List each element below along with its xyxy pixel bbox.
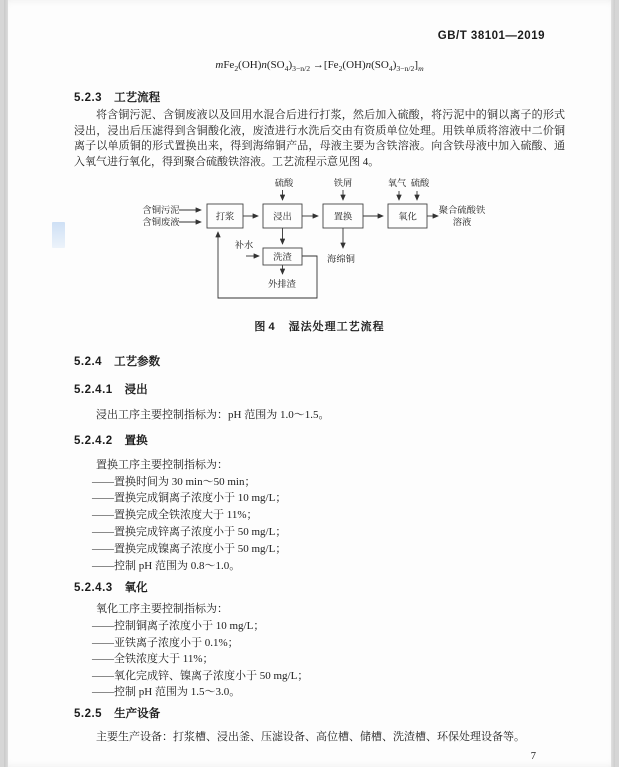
process-flow-diagram [60,174,580,312]
figure-caption [74,321,565,334]
sponge-copper-output-label: 海绵铜 [327,254,355,265]
section-title: 工艺参数 [114,355,161,368]
pulping-box-label: 打浆 [215,212,235,223]
makeup-water-label: 补水 [234,240,254,251]
process-description-paragraph: 将含铜污泥、含铜废液以及回用水混合后进行打浆，然后加入硫酸，将污泥中的铜以离子的形式浸出，浸出后压滤得到含铜酸化液，废渣进行水洗后交由有资质单位处理。用铁单质将溶液中二价铜离子以单质铜的形式置换出来，得到海绵铜产品，母液主要为含铁溶液。向含铁母液中加入硫酸、通入氧气进行氧化，得到聚合硫酸铁溶液。工艺流程示意见图 4。 [74,109,565,168]
iron-scrap-label: 铁屑 [333,178,353,189]
leaching-box-label: 浸出 [273,212,292,223]
sulfuric-acid-leach-label: 硫酸 [274,178,294,189]
section-heading-5-2-5 [74,708,565,721]
section-heading-5-2-3 [74,92,565,105]
production-equipment-paragraph: 主要生产设备：打浆槽、浸出釜、压滤设备、高位槽、储槽、洗渣槽、环保处理设备等。 [96,731,525,744]
section-heading-5-2-4-2 [74,435,565,448]
section-number: 5.2.4 [74,355,103,368]
section-number: 5.2.4.1 [74,383,113,396]
scan-edge-left [4,0,8,767]
replacement-control-intro: 置换工序主要控制指标为： [96,458,228,471]
section-title: 工艺流程 [114,92,161,105]
oxygen-label: 氧气 [387,178,407,189]
section-title: 置换 [124,434,148,447]
section-title: 生产设备 [114,708,161,721]
section-number: 5.2.3 [74,92,103,105]
residue-washing-box-label: 洗渣 [273,252,292,263]
list-item: ——控制铜离子浓度小于 10 mg/L； [92,620,265,633]
section-title: 浸出 [124,383,148,396]
discharged-residue-label: 外排渣 [268,279,296,290]
copper-sludge-input-label: 含铜污泥 [142,205,180,216]
figure-caption-label: 图 4 [254,320,275,333]
section-number: 5.2.5 [74,708,103,721]
list-item: ——控制 pH 范围为 1.5～3.0。 [92,685,241,698]
list-item: ——氧化完成锌、镍离子浓度小于 50 mg/L； [92,669,309,682]
list-item: ——亚铁离子浓度小于 0.1%； [92,636,239,649]
list-item: ——置换完成镍离子浓度小于 50 mg/L； [92,542,287,555]
section-title: 氧化 [124,582,148,595]
section-heading-5-2-4-3 [74,582,565,595]
oxidation-control-list [92,618,565,700]
product-label-line1: 聚合硫酸铁 [438,205,486,216]
list-item: ——置换完成全铁浓度大于 11%； [92,509,258,522]
replacement-control-list [92,474,565,575]
list-item: ——置换时间为 30 min～50 min； [92,475,256,488]
section-heading-5-2-4-1 [74,384,565,397]
product-label-line2: 溶液 [452,217,472,228]
list-item: ——全铁浓度大于 11%； [92,653,214,666]
list-item: ——控制 pH 范围为 0.8～1.0。 [92,559,241,572]
figure-caption-text: 湿法处理工艺流程 [288,320,385,333]
section-number: 5.2.4.3 [74,582,113,595]
standard-code: GB/T 38101—2019 [437,30,545,42]
section-number: 5.2.4.2 [74,434,113,447]
page-number: 7 [530,751,536,762]
list-item: ——置换完成铜离子浓度小于 10 mg/L； [92,492,287,505]
leaching-control-paragraph: 浸出工序主要控制指标为：pH 范围为 1.0～1.5。 [96,408,330,421]
chemical-formula: $mFe_2(OH)n(SO_4)_{3-n/2} \to[Fe_2(OH)n(SO_4)_{3-n/2}]_m$ [215,59,424,74]
section-heading-5-2-4 [74,356,565,369]
replacement-box-label: 置换 [333,212,353,223]
document-page [4,0,615,767]
watermark-artifact [52,222,65,248]
copper-waste-liquid-input-label: 含铜废液 [142,217,180,228]
sulfuric-acid-oxidation-label: 硫酸 [410,178,430,189]
oxidation-control-intro: 氧化工序主要控制指标为： [96,603,228,616]
scan-edge-right [611,0,615,767]
list-item: ——置换完成锌离子浓度小于 50 mg/L； [92,525,287,538]
oxidation-box-label: 氧化 [398,212,417,223]
